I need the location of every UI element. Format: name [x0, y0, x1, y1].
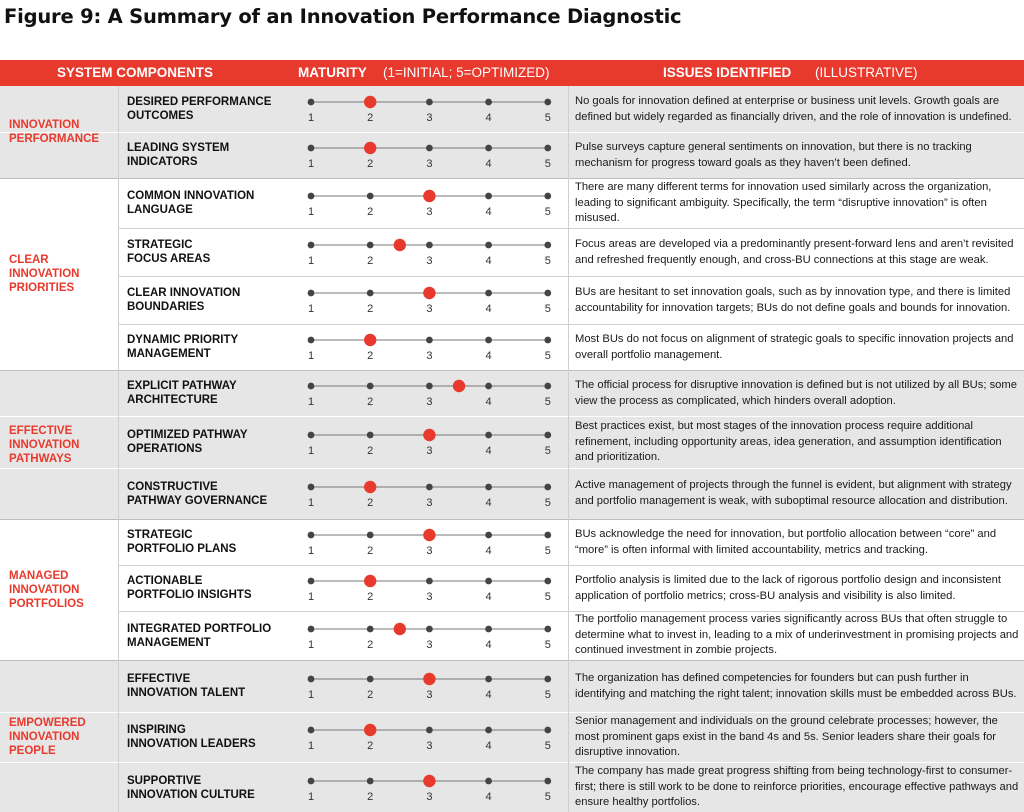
maturity-scale	[300, 88, 560, 124]
scale-tick-label: 2	[367, 639, 374, 651]
scale-tick-label: 4	[485, 591, 492, 603]
scale-tick-dot	[308, 532, 315, 539]
table-row	[0, 86, 1024, 132]
maturity-scale-svg	[300, 231, 560, 271]
column-separator	[118, 86, 119, 812]
maturity-marker	[423, 529, 435, 541]
column-separator	[568, 86, 569, 812]
table-row	[0, 565, 1024, 611]
scale-tick-dot	[485, 626, 492, 633]
scale-tick-label: 2	[367, 591, 374, 603]
component-name: EFFECTIVE INNOVATION TALENT	[127, 673, 246, 699]
maturity-scale-svg	[300, 567, 560, 607]
scale-tick-label: 3	[426, 791, 433, 803]
scale-tick-dot	[485, 532, 492, 539]
component-name: DYNAMIC PRIORITY MANAGEMENT	[127, 334, 239, 360]
scale-tick-label: 1	[307, 497, 315, 509]
issue-text: Most BUs do not focus on alignment of strategic goals to specific innovation projects and overall portfolio management.	[575, 333, 1014, 361]
table-row	[0, 324, 1024, 370]
scale-tick-dot	[426, 242, 433, 249]
issue-text: No goals for innovation defined at enterprise or business unit levels. Growth goals are defined but widely regarded as financially driven, and the role of innovation is undefined.	[575, 95, 1012, 123]
scale-tick-label: 1	[307, 639, 315, 651]
scale-tick-dot	[426, 626, 433, 633]
scale-tick-label: 4	[485, 396, 492, 408]
group-block	[0, 519, 1024, 660]
issue-text: The official process for disruptive innovation is defined but is not utilized by all BUs; some view the process as complicated, which hinders overall adoption.	[575, 379, 1017, 407]
row-divider	[118, 324, 1024, 325]
row-divider	[118, 228, 1024, 229]
scale-tick-dot	[308, 626, 315, 633]
component-name: STRATEGIC FOCUS AREAS	[127, 239, 211, 265]
scale-tick-dot	[308, 578, 315, 585]
scale-tick-label: 4	[485, 112, 492, 124]
maturity-scale	[300, 615, 560, 651]
scale-tick-label: 1	[307, 303, 315, 315]
scale-tick-label: 3	[426, 445, 433, 457]
scale-tick-dot	[308, 484, 315, 491]
scale-tick-dot	[367, 383, 374, 390]
group-label: EMPOWERED INNOVATION PEOPLE	[9, 717, 86, 757]
scale-tick-label: 5	[544, 303, 551, 315]
scale-tick-dot	[308, 778, 315, 785]
scale-tick-label: 4	[485, 255, 492, 267]
maturity-scale-svg	[300, 421, 560, 461]
maturity-scale-svg	[300, 372, 560, 412]
scale-tick-dot	[367, 193, 374, 200]
scale-tick-dot	[367, 532, 374, 539]
scale-tick-label: 4	[485, 791, 492, 803]
maturity-scale-svg	[300, 615, 560, 655]
scale-tick-label: 3	[426, 497, 433, 509]
scale-tick-label: 1	[307, 112, 315, 124]
component-name: SUPPORTIVE INNOVATION CULTURE	[127, 775, 255, 801]
scale-tick-label: 4	[485, 350, 492, 362]
header-maturity-note: (1=INITIAL; 5=OPTIMIZED)	[383, 65, 550, 80]
scale-tick-dot	[544, 290, 551, 297]
scale-tick-label: 5	[544, 350, 551, 362]
issue-text: Best practices exist, but most stages of the innovation process require additional refinement, including opportunity areas, idea generation, and assumption identification and prioritization.	[575, 420, 1002, 463]
maturity-marker	[364, 481, 376, 493]
issue-text: Pulse surveys capture general sentiments on innovation, but there is no tracking mechanism for progress toward goals as they haven’t been defined.	[575, 141, 972, 169]
maturity-marker	[364, 334, 376, 346]
scale-tick-label: 2	[367, 497, 374, 509]
group-label: EFFECTIVE INNOVATION PATHWAYS	[9, 425, 80, 465]
scale-tick-label: 2	[367, 303, 374, 315]
scale-tick-dot	[544, 727, 551, 734]
scale-tick-label: 5	[544, 591, 551, 603]
maturity-scale	[300, 279, 560, 315]
issue-text: Focus areas are developed via a predominantly present-forward lens and aren’t revisited and refreshed frequently enough, and cross-BU connections at this stage are weak.	[575, 238, 1014, 266]
maturity-scale-svg	[300, 521, 560, 561]
scale-tick-dot	[485, 383, 492, 390]
scale-tick-label: 3	[426, 158, 433, 170]
scale-tick-label: 5	[544, 112, 551, 124]
scale-tick-label: 1	[307, 255, 315, 267]
table-row	[0, 762, 1024, 812]
scale-tick-dot	[485, 99, 492, 106]
group-divider	[0, 660, 1024, 661]
table-row	[0, 228, 1024, 276]
maturity-scale	[300, 326, 560, 362]
scale-tick-label: 1	[307, 689, 315, 701]
scale-tick-dot	[485, 242, 492, 249]
scale-tick-label: 1	[307, 545, 315, 557]
scale-tick-label: 5	[544, 158, 551, 170]
component-name: ACTIONABLE PORTFOLIO INSIGHTS	[127, 575, 252, 601]
scale-tick-dot	[367, 432, 374, 439]
maturity-scale	[300, 521, 560, 557]
maturity-marker	[423, 673, 435, 685]
scale-tick-label: 2	[367, 206, 374, 218]
scale-tick-label: 1	[307, 791, 315, 803]
maturity-scale-svg	[300, 326, 560, 366]
scale-tick-label: 2	[367, 689, 374, 701]
row-divider	[0, 712, 1024, 713]
maturity-scale	[300, 567, 560, 603]
maturity-scale-svg	[300, 473, 560, 513]
scale-tick-dot	[308, 99, 315, 106]
scale-tick-dot	[485, 778, 492, 785]
group-label: MANAGED INNOVATION PORTFOLIOS	[9, 570, 84, 610]
header-issues-note: (ILLUSTRATIVE)	[815, 65, 918, 80]
scale-tick-label: 1	[307, 206, 315, 218]
maturity-scale	[300, 372, 560, 408]
maturity-scale-svg	[300, 88, 560, 128]
scale-tick-dot	[544, 242, 551, 249]
group-divider	[0, 370, 1024, 371]
group-block	[0, 178, 1024, 370]
scale-tick-dot	[544, 578, 551, 585]
row-divider	[0, 468, 1024, 469]
scale-tick-dot	[367, 242, 374, 249]
scale-tick-label: 4	[485, 545, 492, 557]
scale-tick-dot	[426, 578, 433, 585]
scale-tick-label: 2	[367, 445, 374, 457]
scale-tick-label: 5	[544, 639, 551, 651]
scale-tick-dot	[426, 337, 433, 344]
issue-text: Senior management and individuals on the ground celebrate processes; however, the most prominent gaps exist in the band 4s and 5s. Senior leaders share their goals for disruptive innovation.	[575, 715, 998, 758]
scale-tick-dot	[426, 145, 433, 152]
maturity-scale-svg	[300, 182, 560, 222]
scale-tick-dot	[308, 383, 315, 390]
maturity-marker	[364, 96, 376, 108]
scale-tick-dot	[367, 626, 374, 633]
scale-tick-dot	[485, 578, 492, 585]
scale-tick-label: 5	[544, 791, 551, 803]
scale-tick-label: 3	[426, 396, 433, 408]
maturity-scale	[300, 421, 560, 457]
component-name: EXPLICIT PATHWAY ARCHITECTURE	[127, 380, 237, 406]
table-row	[0, 519, 1024, 565]
scale-tick-label: 5	[544, 255, 551, 267]
maturity-scale	[300, 665, 560, 701]
scale-tick-label: 1	[307, 350, 315, 362]
diagnostic-table	[0, 86, 1024, 812]
scale-tick-label: 2	[367, 740, 374, 752]
scale-tick-label: 4	[485, 740, 492, 752]
scale-tick-label: 2	[367, 396, 374, 408]
table-row	[0, 712, 1024, 762]
group-block	[0, 660, 1024, 812]
maturity-marker	[364, 724, 376, 736]
scale-tick-dot	[308, 193, 315, 200]
scale-tick-dot	[308, 432, 315, 439]
scale-tick-label: 5	[544, 689, 551, 701]
scale-tick-dot	[308, 727, 315, 734]
scale-tick-label: 4	[485, 303, 492, 315]
header-maturity: MATURITY	[298, 65, 367, 80]
row-divider	[0, 762, 1024, 763]
row-divider	[118, 611, 1024, 612]
scale-tick-label: 1	[307, 396, 315, 408]
maturity-marker	[394, 623, 406, 635]
maturity-marker	[364, 142, 376, 154]
scale-tick-label: 3	[426, 255, 433, 267]
scale-tick-dot	[367, 290, 374, 297]
scale-tick-label: 4	[485, 206, 492, 218]
scale-tick-dot	[426, 99, 433, 106]
row-divider	[0, 416, 1024, 417]
table-row	[0, 660, 1024, 712]
scale-tick-dot	[485, 432, 492, 439]
issue-text: BUs are hesitant to set innovation goals, such as by innovation type, and there is limited accountability for innovation targets; BUs do not define goals and bounds for innovation.	[575, 286, 1011, 314]
scale-tick-label: 2	[367, 350, 374, 362]
maturity-marker	[423, 190, 435, 202]
scale-tick-dot	[426, 484, 433, 491]
maturity-scale	[300, 473, 560, 509]
scale-tick-dot	[544, 532, 551, 539]
header-components: SYSTEM COMPONENTS	[57, 65, 214, 80]
issue-text: There are many different terms for innovation used similarly across the organization, leading to significant ambiguity. Specifically, the term “disruptive innovation” is often misused.	[575, 181, 992, 224]
scale-tick-label: 2	[367, 791, 374, 803]
component-name: CLEAR INNOVATION BOUNDARIES	[127, 287, 241, 313]
scale-tick-dot	[544, 676, 551, 683]
maturity-marker	[423, 775, 435, 787]
maturity-scale	[300, 231, 560, 267]
scale-tick-dot	[485, 290, 492, 297]
scale-tick-label: 3	[426, 639, 433, 651]
scale-tick-dot	[485, 337, 492, 344]
maturity-marker	[423, 429, 435, 441]
scale-tick-dot	[544, 432, 551, 439]
table-row	[0, 178, 1024, 228]
scale-tick-dot	[544, 99, 551, 106]
scale-tick-label: 2	[367, 158, 374, 170]
table-row	[0, 276, 1024, 324]
component-name: OPTIMIZED PATHWAY OPERATIONS	[127, 429, 248, 455]
scale-tick-dot	[308, 676, 315, 683]
scale-tick-dot	[485, 676, 492, 683]
component-name: INTEGRATED PORTFOLIO MANAGEMENT	[127, 623, 272, 649]
scale-tick-label: 4	[485, 497, 492, 509]
component-name: INSPIRING INNOVATION LEADERS	[127, 724, 256, 750]
scale-tick-label: 1	[307, 158, 315, 170]
group-label: INNOVATION PERFORMANCE	[9, 119, 100, 145]
maturity-scale	[300, 182, 560, 218]
row-divider	[118, 276, 1024, 277]
scale-tick-label: 3	[426, 740, 433, 752]
scale-tick-dot	[308, 145, 315, 152]
issue-text: BUs acknowledge the need for innovation, but portfolio allocation between “core” and “more” is often informal with limited accountability, metrics and tracking.	[575, 528, 997, 556]
maturity-scale	[300, 767, 560, 803]
scale-tick-label: 3	[426, 689, 433, 701]
scale-tick-label: 5	[544, 497, 551, 509]
maturity-marker	[394, 239, 406, 251]
issue-text: The organization has defined competencies for founders but can push further in identifying and matching the right talent; innovation skills must be embedded across BUs.	[575, 672, 1017, 700]
scale-tick-dot	[308, 290, 315, 297]
maturity-scale-svg	[300, 767, 560, 807]
maturity-marker	[453, 380, 465, 392]
scale-tick-label: 3	[426, 112, 433, 124]
group-divider	[0, 178, 1024, 179]
scale-tick-label: 5	[544, 740, 551, 752]
group-block	[0, 86, 1024, 178]
maturity-marker	[364, 575, 376, 587]
scale-tick-dot	[308, 337, 315, 344]
scale-tick-label: 4	[485, 158, 492, 170]
maturity-scale-svg	[300, 716, 560, 756]
scale-tick-label: 5	[544, 206, 551, 218]
scale-tick-label: 4	[485, 689, 492, 701]
header-issues: ISSUES IDENTIFIED	[663, 65, 792, 80]
scale-tick-label: 1	[307, 591, 315, 603]
scale-tick-dot	[544, 484, 551, 491]
scale-tick-dot	[426, 727, 433, 734]
scale-tick-dot	[544, 193, 551, 200]
group-block	[0, 370, 1024, 519]
scale-tick-dot	[485, 727, 492, 734]
scale-tick-label: 3	[426, 303, 433, 315]
scale-tick-dot	[485, 193, 492, 200]
issue-text: Active management of projects through the funnel is evident, but alignment with strategy and portfolio management is weak, with suboptimal resource allocation and distribution.	[575, 479, 1012, 507]
component-name: DESIRED PERFORMANCE OUTCOMES	[127, 96, 272, 122]
maturity-scale	[300, 716, 560, 752]
table-row	[0, 611, 1024, 660]
scale-tick-dot	[544, 626, 551, 633]
group-label: CLEAR INNOVATION PRIORITIES	[9, 254, 80, 294]
table-header	[0, 60, 1024, 86]
table-row	[0, 468, 1024, 519]
scale-tick-label: 2	[367, 112, 374, 124]
maturity-scale-svg	[300, 665, 560, 705]
scale-tick-dot	[544, 383, 551, 390]
scale-tick-label: 4	[485, 639, 492, 651]
component-name: COMMON INNOVATION LANGUAGE	[127, 190, 255, 216]
scale-tick-label: 1	[307, 445, 315, 457]
scale-tick-label: 2	[367, 255, 374, 267]
maturity-scale-svg	[300, 279, 560, 319]
maturity-scale	[300, 134, 560, 170]
table-row	[0, 370, 1024, 416]
table-row	[0, 416, 1024, 468]
scale-tick-label: 4	[485, 445, 492, 457]
group-divider	[0, 519, 1024, 520]
maturity-marker	[423, 287, 435, 299]
row-divider	[0, 132, 1024, 133]
scale-tick-dot	[544, 778, 551, 785]
issue-text: The company has made great progress shifting from being technology-first to consumer-first; there is still work to be done to reinforce priorities, encourage effective pathways and ensure healthy portfolios.	[575, 765, 1019, 808]
scale-tick-dot	[485, 484, 492, 491]
scale-tick-label: 5	[544, 545, 551, 557]
scale-tick-label: 5	[544, 396, 551, 408]
issue-text: Portfolio analysis is limited due to the lack of rigorous portfolio design and inconsistent application of portfolio metrics; cross-BU analysis and visibility is also limited.	[575, 574, 1001, 602]
maturity-scale-svg	[300, 134, 560, 174]
row-divider	[118, 565, 1024, 566]
scale-tick-label: 1	[307, 740, 315, 752]
scale-tick-dot	[367, 778, 374, 785]
scale-tick-dot	[544, 337, 551, 344]
issue-text: The portfolio management process varies significantly across BUs that often struggle to determine what to invest in, leading to a mix of underinvestment in promising projects and continued investment in zombie projects.	[575, 613, 1019, 656]
scale-tick-dot	[485, 145, 492, 152]
scale-tick-label: 3	[426, 591, 433, 603]
scale-tick-label: 5	[544, 445, 551, 457]
scale-tick-label: 3	[426, 545, 433, 557]
component-name: LEADING SYSTEM INDICATORS	[127, 142, 230, 168]
scale-tick-dot	[367, 676, 374, 683]
scale-tick-dot	[308, 242, 315, 249]
scale-tick-label: 2	[367, 545, 374, 557]
scale-tick-label: 3	[426, 350, 433, 362]
table-row	[0, 132, 1024, 178]
figure-title: Figure 9: A Summary of an Innovation Performance Diagnostic	[4, 5, 682, 28]
scale-tick-dot	[544, 145, 551, 152]
component-name: STRATEGIC PORTFOLIO PLANS	[127, 529, 237, 555]
scale-tick-label: 3	[426, 206, 433, 218]
scale-tick-dot	[426, 383, 433, 390]
component-name: CONSTRUCTIVE PATHWAY GOVERNANCE	[127, 481, 268, 507]
